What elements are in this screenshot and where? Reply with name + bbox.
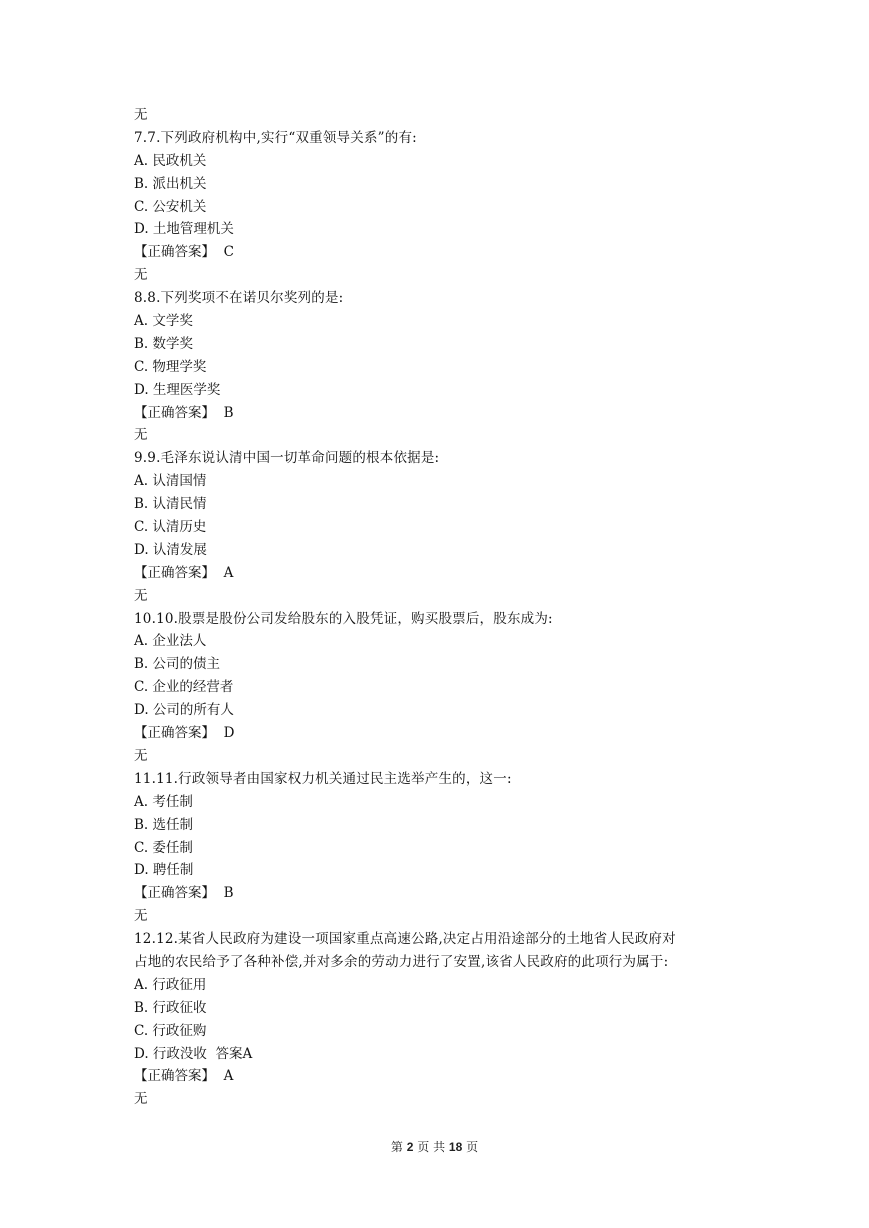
option-line: C. 企业的经营者 [134, 679, 234, 696]
option-line: A. 行政征用 [134, 976, 207, 993]
footer-suffix: 页 [466, 1140, 479, 1154]
option-line: C. 公安机关 [134, 198, 207, 215]
page-footer [0, 1138, 869, 1155]
option-line: D. 生理医学奖 [134, 381, 221, 398]
footer-middle: 页 共 [417, 1140, 446, 1154]
answer-line: 【正确答案】 B [134, 885, 234, 902]
option-line: C. 物理学奖 [134, 358, 207, 375]
footer-prefix: 第 [390, 1140, 403, 1154]
option-line: A. 文学奖 [134, 313, 193, 330]
option-line: A. 民政机关 [134, 152, 207, 169]
option-line: D. 认清发展 [134, 541, 207, 558]
explanation-line: 无 [134, 267, 148, 284]
option-line: B. 行政征收 [134, 999, 207, 1016]
option-line: B. 认清民情 [134, 496, 207, 513]
option-line: B. 派出机关 [134, 175, 207, 192]
answer-line: 【正确答案】 A [134, 1068, 234, 1085]
answer-line: 【正确答案】 D [134, 725, 235, 742]
question-line: 10.10.股票是股份公司发给股东的入股凭证，购买股票后，股东成为: [134, 610, 553, 627]
question-list [134, 104, 754, 1111]
option-line: D. 土地管理机关 [134, 221, 234, 238]
option-line: B. 数学奖 [134, 335, 194, 352]
answer-line: 【正确答案】 A [134, 564, 234, 581]
option-line: D. 行政没收 答案A [134, 1045, 253, 1062]
option-line: A. 考任制 [134, 793, 193, 810]
explanation-line: 无 [134, 908, 148, 925]
option-line: B. 选任制 [134, 816, 194, 833]
question-line: 11.11.行政领导者由国家权力机关通过民主选举产生的，这一: [134, 770, 512, 787]
option-line: C. 行政征购 [134, 1022, 207, 1039]
option-line: A. 企业法人 [134, 633, 207, 650]
current-page-number: 2 [406, 1140, 414, 1154]
option-line: A. 认清国情 [134, 473, 207, 490]
answer-line: 【正确答案】 B [134, 404, 234, 421]
question-line: 7.7.下列政府机构中,实行“双重领导关系”的有: [134, 129, 417, 146]
option-line: B. 公司的债主 [134, 656, 221, 673]
total-page-count: 18 [448, 1140, 463, 1154]
question-line: 占地的农民给予了各种补偿,并对多余的劳动力进行了安置,该省人民政府的此项行为属于: [134, 953, 669, 970]
question-line: 12.12.某省人民政府为建设一项国家重点高速公路,决定占用沿途部分的土地省人民政府对 [134, 931, 676, 948]
option-line: C. 委任制 [134, 839, 193, 856]
question-line: 9.9.毛泽东说认清中国一切革命问题的根本依据是: [134, 450, 440, 467]
explanation-line: 无 [134, 747, 148, 764]
explanation-line: 无 [134, 1091, 148, 1108]
answer-line: 【正确答案】 C [134, 244, 234, 261]
explanation-line: 无 [134, 427, 148, 444]
explanation-line: 无 [134, 587, 148, 604]
explanation-line: 无 [134, 107, 148, 123]
option-line: D. 聘任制 [134, 862, 194, 879]
question-line: 8.8.下列奖项不在诺贝尔奖列的是: [134, 290, 344, 307]
option-line: D. 公司的所有人 [134, 702, 234, 719]
option-line: C. 认清历史 [134, 519, 207, 536]
